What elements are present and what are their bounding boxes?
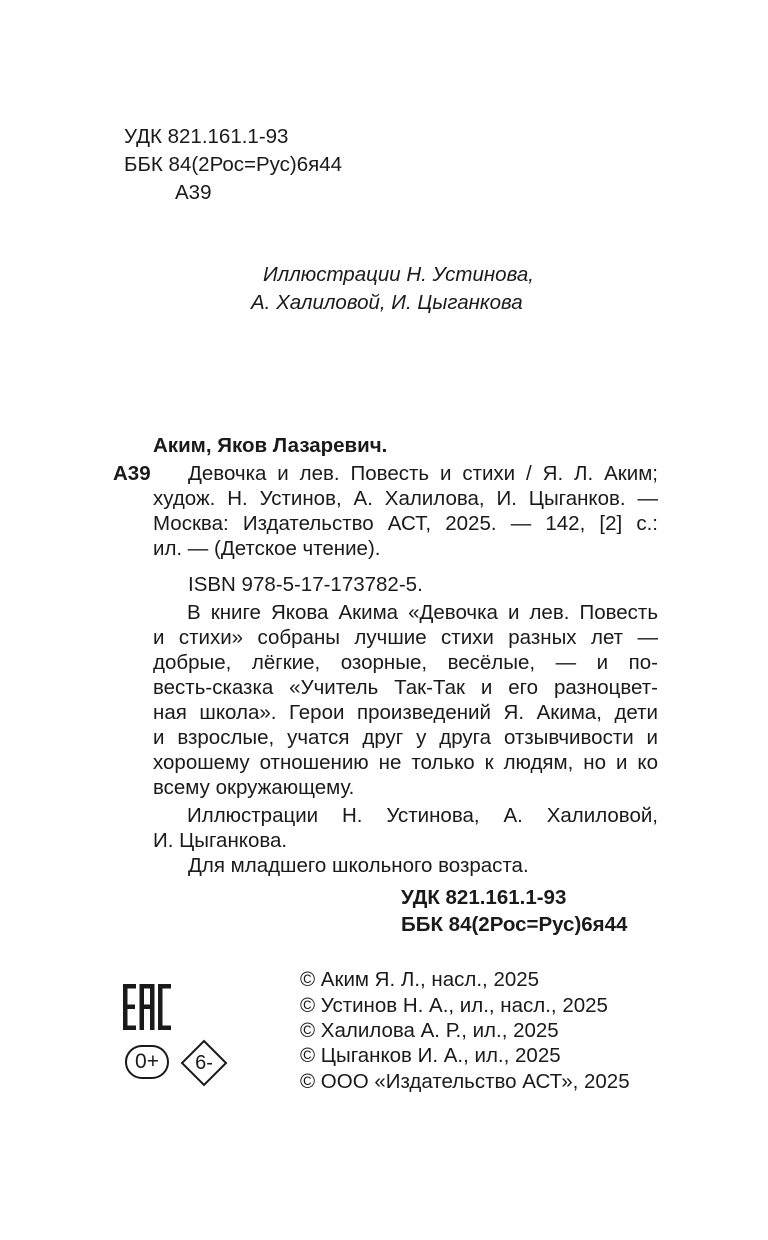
- copyright-line: © Халилова А. Р., ил., 2025: [300, 1019, 559, 1042]
- record-bbk: ББК 84(2Рос=Рус)6я44: [401, 913, 628, 936]
- top-author-code: А39: [175, 181, 212, 204]
- annotation-line: весть-сказка «Учитель Так-Так и его разноцвет-: [153, 676, 658, 699]
- record-udk: УДК 821.161.1-93: [401, 886, 567, 909]
- illustrations-line: И. Цыганкова.: [153, 829, 288, 852]
- description-line: Москва: Издательство АСТ, 2025. — 142, [2] с.:: [153, 512, 658, 535]
- copyright-line: © ООО «Издательство АСТ», 2025: [300, 1070, 630, 1093]
- annotation-line: хорошему отношению не только к людям, но и ко: [153, 751, 658, 774]
- illustrators-line-2: А. Халиловой, И. Цыганкова: [251, 291, 523, 314]
- annotation-line: добрые, лёгкие, озорные, весёлые, — и по-: [153, 651, 658, 674]
- top-udk: УДК 821.161.1-93: [124, 125, 289, 148]
- annotation-line: В книге Якова Акима «Девочка и лев. Повесть: [187, 601, 658, 624]
- annotation-line: всему окружающему.: [153, 776, 355, 799]
- isbn: ISBN 978-5-17-173782-5.: [188, 573, 423, 596]
- description-line: худож. Н. Устинов, А. Халилова, И. Цыганков. —: [153, 487, 658, 510]
- eac-logo-icon: [122, 982, 172, 1032]
- copyright-line: © Аким Я. Л., насл., 2025: [300, 968, 540, 991]
- illustrators-line-1: Иллюстрации Н. Устинова,: [263, 263, 534, 286]
- copyright-line: © Цыганков И. А., ил., 2025: [300, 1044, 561, 1067]
- copyright-line: © Устинов Н. А., ил., насл., 2025: [300, 994, 608, 1017]
- description-line: ил. — (Детское чтение).: [153, 537, 381, 560]
- annotation-line: ная школа». Герои произведений Я. Акима, дети: [153, 701, 658, 724]
- record-author-code: А39: [113, 462, 151, 485]
- age-rating-badge: 0+: [125, 1045, 169, 1079]
- annotation-line: и взрослые, учатся друг у друга отзывчивости и: [153, 726, 658, 749]
- age-recommend-label: 6-: [195, 1052, 213, 1074]
- record-author: Аким, Яков Лазаревич.: [153, 434, 388, 457]
- top-bbk: ББК 84(2Рос=Рус)6я44: [124, 153, 343, 176]
- annotation-line: и стихи» собраны лучшие стихи разных лет —: [153, 626, 658, 649]
- illustrations-line: Иллюстрации Н. Устинова, А. Халиловой,: [187, 804, 658, 827]
- audience: Для младшего школьного возраста.: [188, 854, 529, 877]
- description-line: Девочка и лев. Повесть и стихи / Я. Л. Аким;: [188, 462, 658, 485]
